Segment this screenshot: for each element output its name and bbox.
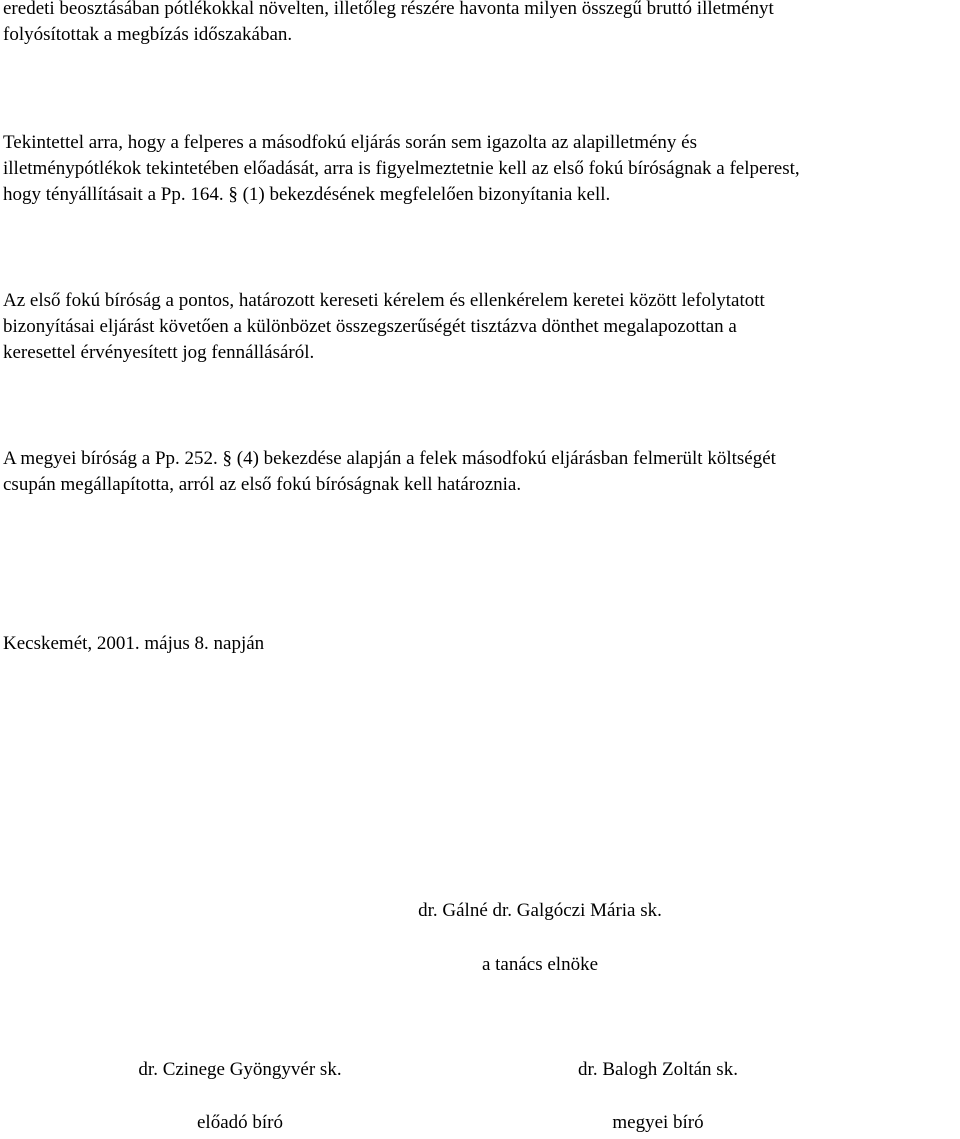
county-judge-name: dr. Balogh Zoltán sk. bbox=[578, 1059, 738, 1080]
paragraph-proof-warning bbox=[3, 130, 955, 208]
place-and-date bbox=[3, 631, 955, 657]
paragraph-first-instance-decision bbox=[3, 288, 955, 366]
paragraph-line: bizonyításai eljárást követően a különbözet összegszerűségét tisztázva dönthet megalapozottan a bbox=[3, 316, 737, 337]
paragraph-salary-question bbox=[3, 0, 955, 48]
presiding-judge-name: dr. Gálné dr. Galgóczi Mária sk. bbox=[418, 900, 662, 921]
paragraph-line: hogy tényállításait a Pp. 164. § (1) bekezdésének megfelelően bizonyítania kell. bbox=[3, 184, 611, 205]
paragraph-line: Az első fokú bíróság a pontos, határozott kereseti kérelem és ellenkérelem keretei között lefolytatott bbox=[3, 290, 765, 311]
county-judge-role: megyei bíró bbox=[612, 1112, 704, 1133]
paragraph-line: illetménypótlékok tekintetében előadását, arra is figyelmeztetnie kell az első fokú bíróságnak a felperest, bbox=[3, 158, 800, 179]
paragraph-line: folyósítottak a megbízás időszakában. bbox=[3, 24, 293, 45]
paragraph-line: Tekintettel arra, hogy a felperes a másodfokú eljárás során sem igazolta az alapilletmény és bbox=[3, 132, 697, 153]
paragraph-line: A megyei bíróság a Pp. 252. § (4) bekezdése alapján a felek másodfokú eljárásban felmerült költségét bbox=[3, 448, 776, 469]
rapporteur-judge-name: dr. Czinege Gyöngyvér sk. bbox=[138, 1059, 342, 1080]
paragraph-line: eredeti beosztásában pótlékokkal növelten, illetőleg részére havonta milyen összegű bruttó illetményt bbox=[3, 0, 774, 19]
presiding-judge-role: a tanács elnöke bbox=[481, 954, 599, 975]
paragraph-costs bbox=[3, 446, 955, 498]
rapporteur-judge-role: előadó bíró bbox=[196, 1112, 283, 1133]
paragraph-line: csupán megállapította, arról az első fokú bíróságnak kell határoznia. bbox=[3, 474, 522, 495]
paragraph-line: keresettel érvényesített jog fennállásáról. bbox=[3, 342, 315, 363]
place-date-text: Kecskemét, 2001. május 8. napján bbox=[3, 633, 265, 654]
